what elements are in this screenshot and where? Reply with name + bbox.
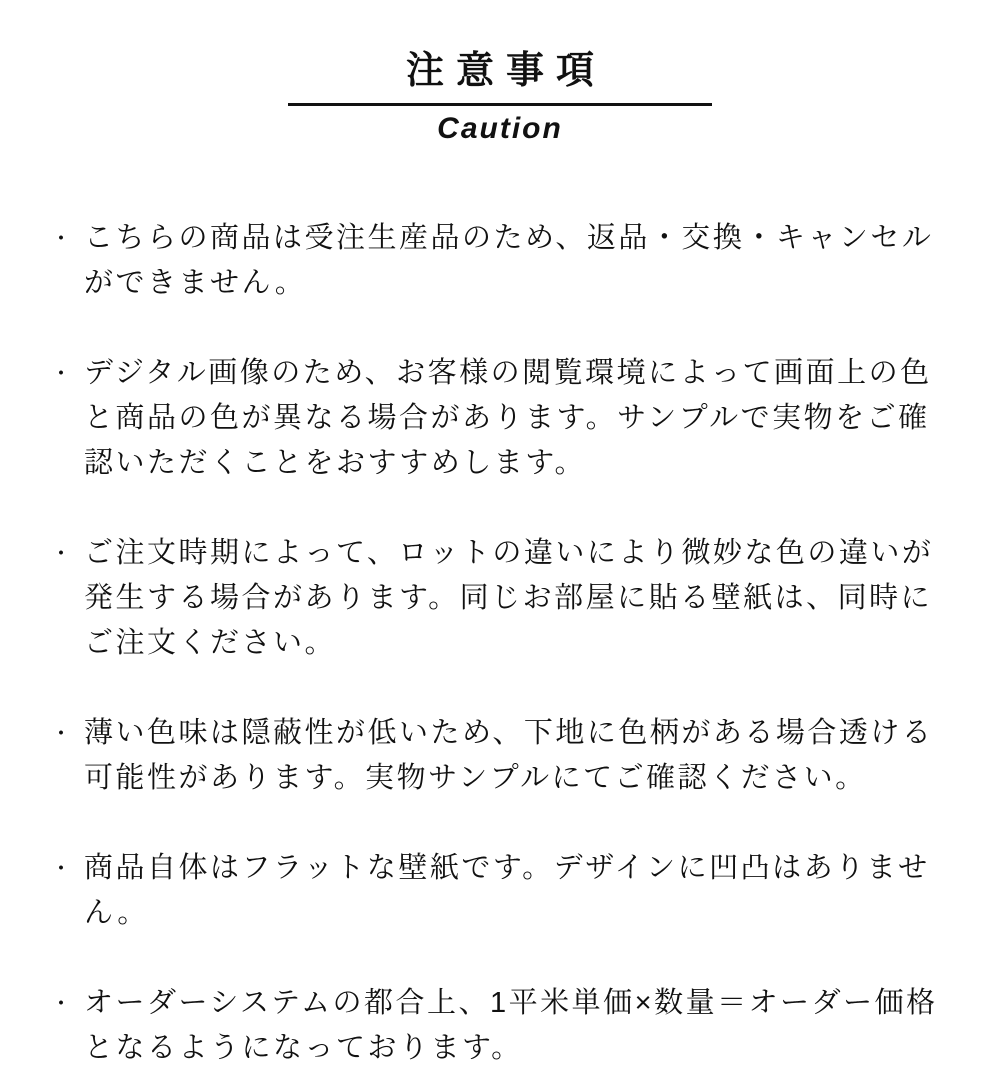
caution-list [0, 216, 1000, 1071]
page-header [0, 0, 1000, 146]
list-item [50, 846, 948, 936]
title-underline [288, 103, 712, 106]
caution-item-text: デジタル画像のため、お客様の閲覧環境によって画面上の色と商品の色が異なる場合があります。サンプルで実物をご確認いただくことをおすすめします。 [84, 356, 932, 479]
bullet-icon: ・ [50, 360, 75, 386]
page-subtitle: Caution [437, 111, 563, 145]
bullet-icon: ・ [50, 720, 75, 746]
bullet-icon: ・ [50, 540, 75, 566]
list-item [50, 216, 948, 306]
caution-item-text: ご注文時期によって、ロットの違いにより微妙な色の違いが発生する場合があります。同じお部屋に貼る壁紙は、同時にご注文ください。 [84, 536, 934, 659]
caution-item-text: オーダーシステムの都合上、1平米単価×数量＝オーダー価格となるようになっております。 [84, 986, 938, 1064]
bullet-icon: ・ [50, 855, 75, 881]
page-title: 注意事項 [405, 50, 606, 92]
list-item [50, 351, 948, 486]
bullet-icon: ・ [50, 990, 75, 1016]
list-item [50, 981, 948, 1071]
list-item [50, 531, 948, 666]
caution-item-text: こちらの商品は受注生産品のため、返品・交換・キャンセルができません。 [84, 221, 934, 299]
list-item [50, 711, 948, 801]
bullet-icon: ・ [50, 225, 75, 251]
caution-item-text: 薄い色味は隠蔽性が低いため、下地に色柄がある場合透ける可能性があります。実物サンプルにてご確認ください。 [84, 716, 934, 794]
caution-item-text: 商品自体はフラットな壁紙です。デザインに凹凸はありません。 [84, 851, 930, 929]
